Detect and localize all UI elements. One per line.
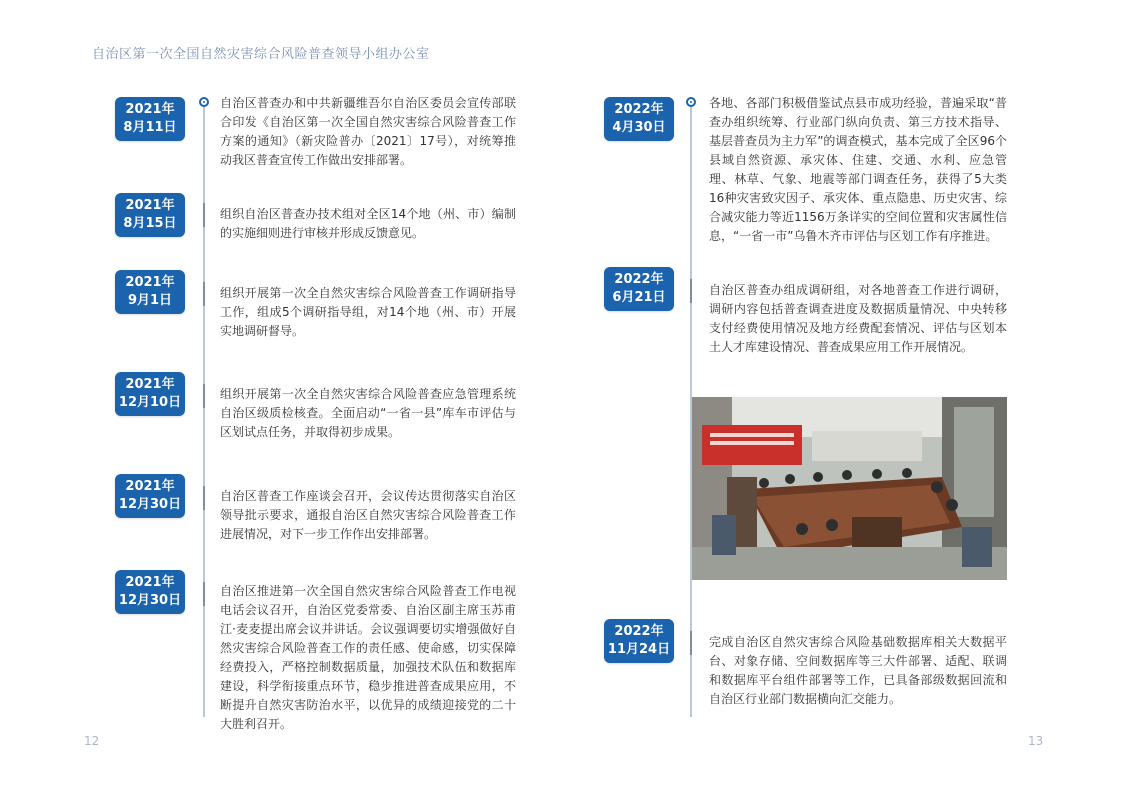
- badge-date: 12月30日: [118, 497, 182, 512]
- timeline-start-dot-icon: [199, 97, 209, 107]
- badge-date: 12月30日: [118, 593, 182, 608]
- badge-year: 2021年: [125, 102, 175, 117]
- badge-date: 12月10日: [118, 395, 182, 410]
- timeline-start-dot-icon: [686, 97, 696, 107]
- badge-year: 2022年: [614, 272, 664, 287]
- badge-year: 2022年: [614, 624, 664, 639]
- date-badge: [115, 474, 185, 518]
- timeline-tick: [203, 203, 205, 227]
- timeline-tick: [203, 486, 205, 510]
- badge-date: 9月1日: [127, 293, 173, 308]
- date-badge: [115, 270, 185, 314]
- date-badge: [115, 193, 185, 237]
- date-badge: [604, 619, 674, 663]
- entry-text: 自治区推进第一次全国自然灾害综合风险普查工作电视电话会议召开，自治区党委常委、自治区副主席玉苏甫江·麦麦提出席会议并讲话。会议强调要切实增强做好自然灾害综合风险普查工作的责任感、使命感，切实保障经费投入，严格控制数据质量，加强技术队伍和数据库建设，科学衔接重点环节，稳步推进普查成果应用，不断提升自然灾害防治水平，以优异的成绩迎接党的二十大胜利召开。: [220, 584, 516, 731]
- badge-date: 8月11日: [123, 120, 177, 135]
- page-header: 自治区第一次全国自然灾害综合风险普查领导小组办公室: [92, 47, 430, 62]
- page-number-left: 12: [84, 734, 100, 748]
- date-badge: [115, 372, 185, 416]
- badge-year: 2021年: [125, 575, 175, 590]
- meeting-photo-illustration: [692, 397, 1007, 580]
- date-badge: [604, 97, 674, 141]
- badge-year: 2022年: [614, 102, 664, 117]
- timeline-tick: [690, 631, 692, 655]
- date-badge: [604, 267, 674, 311]
- entry-text: 自治区普查工作座谈会召开，会议传达贯彻落实自治区领导批示要求，通报自治区自然灾害综合风险普查工作进展情况，对下一步工作作出安排部署。: [220, 489, 516, 541]
- badge-date: 4月30日: [612, 120, 666, 135]
- timeline-tick: [203, 582, 205, 606]
- badge-date: 11月24日: [607, 642, 671, 657]
- timeline-tick: [203, 384, 205, 408]
- timeline-tick: [203, 282, 205, 306]
- entry-text: 组织开展第一次全自然灾害综合风险普查应急管理系统自治区级质检核查。全面启动“一省一县”库车市评估与区划试点任务，并取得初步成果。: [220, 387, 516, 439]
- entry-text: 自治区普查办组成调研组，对各地普查工作进行调研，调研内容包括普查调查进度及数据质量情况、中央转移支付经费使用情况及地方经费配套情况、评估与区划本土人才库建设情况、普查成果应用工作开展情况。: [709, 283, 1007, 354]
- meeting-photo: [692, 397, 1007, 580]
- badge-date: 8月15日: [123, 216, 177, 231]
- badge-year: 2021年: [125, 377, 175, 392]
- date-badge: [115, 570, 185, 614]
- badge-year: 2021年: [125, 198, 175, 213]
- entry-text: 完成自治区自然灾害综合风险基础数据库相关大数据平台、对象存储、空间数据库等三大件部署、适配、联调和数据库平台组件部署等工作，已具备部级数据回流和自治区行业部门数据横向汇交能力。: [709, 635, 1007, 706]
- entry-text: 各地、各部门积极借鉴试点县市成功经验，普遍采取“普查办组织统筹、行业部门纵向负责、第三方技术指导、基层普查员为主力军”的调查模式，基本完成了全区96个县域自然资源、承灾体、住建、交通、水利、应急管理、林草、气象、地震等部门调查任务，获得了5大类16种灾害致灾因子、承灾体、重点隐患、历史灾害、综合减灾能力等近1156万条详实的空间位置和灾害属性信息，“一省一市”乌鲁木齐市评估与区划工作有序推进。: [709, 96, 1007, 243]
- left-timeline-line: [203, 102, 205, 717]
- badge-year: 2021年: [125, 275, 175, 290]
- badge-year: 2021年: [125, 479, 175, 494]
- entry-text: 组织自治区普查办技术组对全区14个地（州、市）编制的实施细则进行审核并形成反馈意见。: [220, 207, 516, 240]
- entry-text: 组织开展第一次全自然灾害综合风险普查工作调研指导工作，组成5个调研指导组，对14个地（州、市）开展实地调研督导。: [220, 286, 516, 338]
- badge-date: 6月21日: [612, 290, 666, 305]
- page-number-right: 13: [1028, 734, 1044, 748]
- date-badge: [115, 97, 185, 141]
- timeline-tick: [690, 279, 692, 303]
- entry-text: 自治区普查办和中共新疆维吾尔自治区委员会宣传部联合印发《自治区第一次全国自然灾害综合风险普查工作方案的通知》（新灾险普办〔2021〕17号），对统筹推动我区普查宣传工作做出安排部署。: [220, 96, 516, 167]
